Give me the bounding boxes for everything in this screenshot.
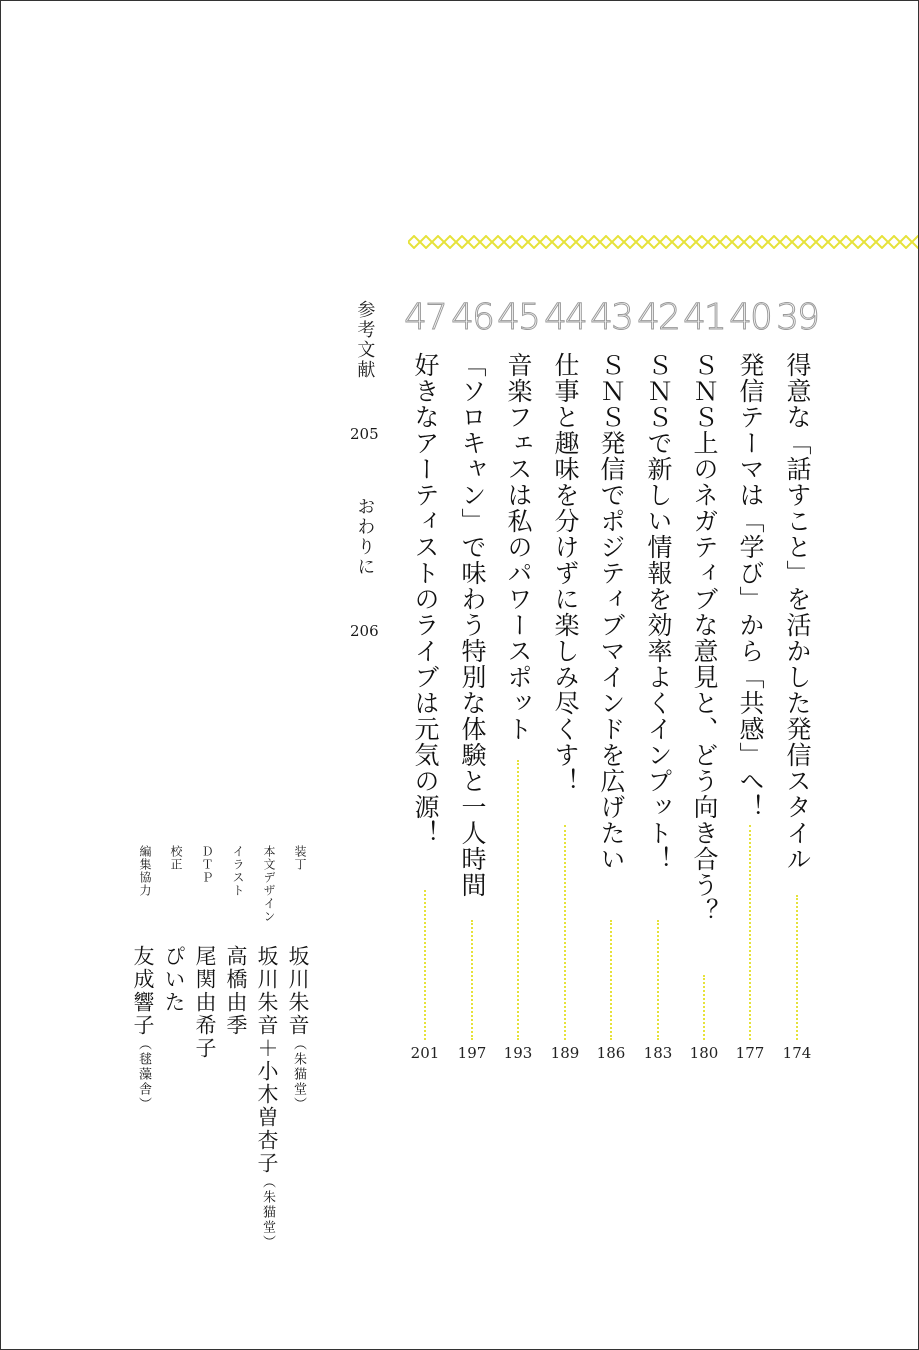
chapter-title[interactable]: 「ソロキャン」で味わう特別な体験と一人時間 [458, 352, 487, 898]
dotted-leader [657, 920, 659, 1040]
credit-name [224, 945, 248, 1037]
chapter-number: 43 [590, 297, 632, 338]
chapter-number: 45 [497, 297, 539, 338]
credit-name [286, 945, 310, 1112]
chapter-title[interactable]: 好きなアーティストのライブは元気の源！ [411, 352, 440, 846]
credit-note: （朱猫堂） [260, 1175, 275, 1250]
credit-name [131, 945, 155, 1112]
chapter-title[interactable]: ＳＮＳ上のネガティブな意見と、どう向き合う？ [690, 352, 719, 924]
chapter-number: 47 [404, 297, 446, 338]
credit-name-text: 高橋由季 [224, 945, 248, 1037]
credit-role: イラスト [231, 845, 245, 897]
back-matter-label[interactable]: 参考文献 [354, 300, 376, 380]
back-matter-page: 205 [350, 425, 379, 444]
chapter-number: 40 [729, 297, 771, 338]
chapter-title[interactable]: 得意な「話すこと」を活かした発信スタイル [783, 352, 812, 872]
credit-name-text: ぴいた [162, 945, 186, 1014]
credit-name [255, 945, 279, 1250]
credit-name-text: 尾関由希子 [193, 945, 217, 1060]
back-matter-label[interactable]: おわりに [354, 496, 376, 577]
page-number: 183 [643, 1044, 673, 1062]
dotted-leader [471, 920, 473, 1040]
credit-role: ＤＴＰ [200, 845, 214, 884]
back-matter-page: 206 [350, 622, 379, 641]
credit-role: 編集協力 [138, 845, 152, 897]
dotted-leader [703, 975, 705, 1040]
credit-role: 校正 [169, 845, 183, 871]
page-number: 177 [735, 1044, 765, 1062]
chapter-number: 44 [544, 297, 586, 338]
credit-name [193, 945, 217, 1060]
chapter-title[interactable]: ＳＮＳで新しい情報を効率よくインプット！ [644, 352, 673, 872]
chapter-title[interactable]: 仕事と趣味を分けずに楽しみ尽くす！ [551, 352, 580, 794]
dotted-leader [424, 890, 426, 1040]
credit-name-text: 坂川朱音＋小木曽杏子 [255, 945, 279, 1175]
chapter-number: 46 [451, 297, 493, 338]
chapter-title[interactable]: 発信テーマは「学び」から「共感」へ！ [736, 352, 765, 820]
chapter-number: 39 [776, 297, 818, 338]
credit-note: （毬藻舎） [136, 1037, 151, 1112]
back-matter [350, 300, 379, 642]
chapter-number: 41 [683, 297, 725, 338]
dotted-leader [796, 895, 798, 1040]
chapter-title[interactable]: 音楽フェスは私のパワースポット [504, 352, 533, 742]
decorative-zigzag-border [408, 235, 918, 249]
chapter-number: 42 [637, 297, 679, 338]
dotted-leader [564, 825, 566, 1040]
page-number: 186 [596, 1044, 626, 1062]
credit-note: （朱猫堂） [291, 1037, 306, 1112]
credit-name-text: 友成響子 [131, 945, 155, 1037]
page-number: 193 [503, 1044, 533, 1062]
credit-role: 装丁 [293, 845, 307, 871]
page-number: 197 [457, 1044, 487, 1062]
page-number: 174 [782, 1044, 812, 1062]
dotted-leader [749, 825, 751, 1040]
chapter-title[interactable]: ＳＮＳ発信でポジティブマインドを広げたい [597, 352, 626, 872]
page-number: 180 [689, 1044, 719, 1062]
dotted-leader [517, 760, 519, 1040]
credit-name-text: 坂川朱音 [286, 945, 310, 1037]
page-number: 201 [410, 1044, 440, 1062]
dotted-leader [610, 920, 612, 1040]
page-number: 189 [550, 1044, 580, 1062]
credit-name [162, 945, 186, 1014]
credit-role: 本文デザイン [262, 845, 276, 923]
